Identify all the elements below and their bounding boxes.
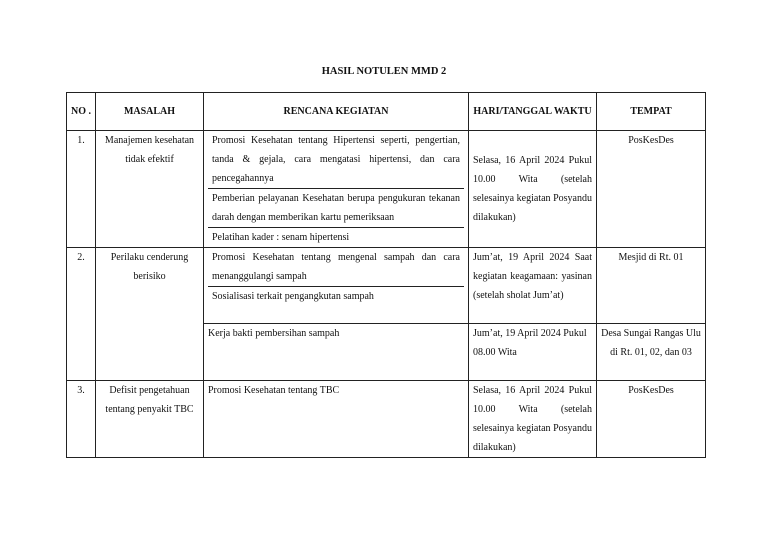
row-number: 3.	[67, 381, 96, 458]
table-row	[67, 248, 706, 324]
notulen-table	[66, 92, 706, 458]
row-masalah: Defisit pengetahuan tentang penyakit TBC	[96, 381, 204, 458]
row-masalah: Perilaku cenderung berisiko	[96, 248, 204, 381]
row-kegiatan-list	[204, 248, 469, 324]
header-no: NO .	[67, 93, 96, 131]
kegiatan-item: Promosi Kesehatan tentang Hipertensi seperti, pengertian, tanda & gejala, cara mengatasi hipertensi, dan cara pencegahannya	[208, 131, 464, 189]
row-masalah: Manajemen kesehatan tidak efektif	[96, 131, 204, 248]
row-kegiatan: Promosi Kesehatan tentang TBC	[204, 381, 469, 458]
header-masalah: MASALAH	[96, 93, 204, 131]
row-tempat: PosKesDes	[597, 131, 706, 248]
header-rencana-kegiatan: RENCANA KEGIATAN	[204, 93, 469, 131]
row-waktu: Selasa, 16 April 2024 Pukul 10.00 Wita (setelah selesainya kegiatan Posyandu dilakukan)	[469, 131, 597, 248]
row-kegiatan: Kerja bakti pembersihan sampah	[204, 324, 469, 381]
row-tempat: Mesjid di Rt. 01	[597, 248, 706, 324]
row-waktu: Selasa, 16 April 2024 Pukul 10.00 Wita (setelah selesainya kegiatan Posyandu dilakukan)	[469, 381, 597, 458]
row-tempat: PosKesDes	[597, 381, 706, 458]
row-number: 2.	[67, 248, 96, 381]
header-tempat: TEMPAT	[597, 93, 706, 131]
row-number: 1.	[67, 131, 96, 248]
table-row	[67, 131, 706, 248]
kegiatan-item: Promosi Kesehatan tentang mengenal sampah dan cara menanggulangi sampah	[208, 248, 464, 287]
table-header-row	[67, 93, 706, 131]
header-hari-tanggal-waktu: HARI/TANGGAL WAKTU	[469, 93, 597, 131]
kegiatan-item: Sosialisasi terkait pengangkutan sampah	[212, 291, 374, 302]
row-tempat: Desa Sungai Rangas Ulu di Rt. 01, 02, dan 03	[597, 324, 706, 381]
row-waktu: Jum’at, 19 April 2024 Saat kegiatan keagamaan: yasinan (setelah sholat Jum’at)	[469, 248, 597, 324]
document-title: HASIL NOTULEN MMD 2	[321, 66, 447, 77]
row-waktu: Jum’at, 19 April 2024 Pukul 08.00 Wita	[469, 324, 597, 381]
row-kegiatan-list	[204, 131, 469, 248]
kegiatan-item: Pelatihan kader : senam hipertensi	[212, 232, 350, 243]
kegiatan-item: Pemberian pelayanan Kesehatan berupa pengukuran tekanan darah dengan memberikan kartu pemeriksaan	[208, 189, 464, 228]
table-row	[67, 381, 706, 458]
